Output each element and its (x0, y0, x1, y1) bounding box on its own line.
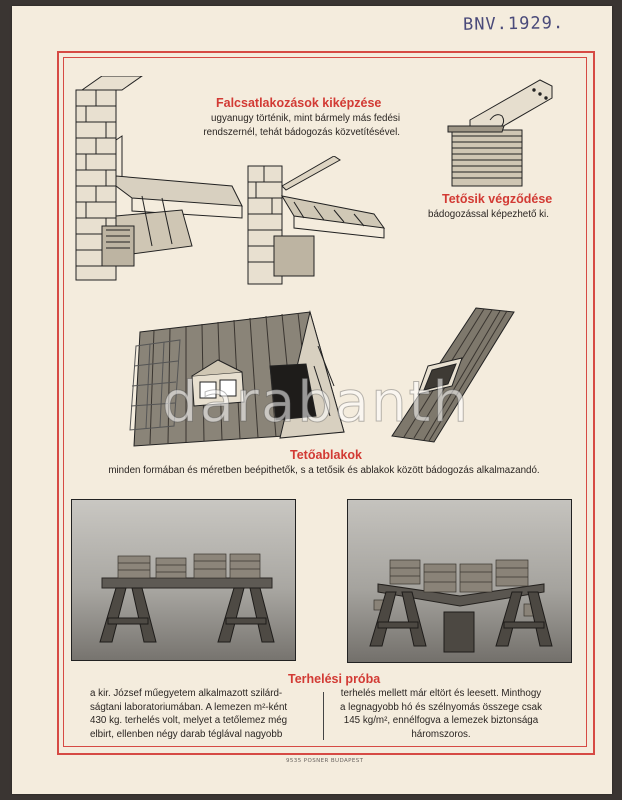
printer-mark: 9535 POSNER BUDAPEST (286, 758, 364, 764)
terhelesi-title: Terhelési próba (288, 672, 381, 686)
load-test-photo-right (347, 499, 572, 663)
roof-edge-illustration (430, 72, 560, 192)
terhelesi-right-line-2: a legnagyobb hó és szélnyomás összege csak (339, 701, 543, 713)
terhelesi-left-line-4: elbirt, ellenben négy darab téglával nagyobb (90, 728, 283, 740)
load-test-scene-right (348, 500, 571, 662)
terhelesi-text-left (90, 687, 316, 741)
falcsatlakozasok-text (200, 112, 400, 139)
handwritten-archive-note: BNV.1929. (462, 13, 565, 35)
load-test-scene-left (72, 500, 295, 660)
tetoablakok-text: minden formában és méretben beépithetők, s a tetősik és ablakok között bádogozás alkalmazandó. (108, 465, 540, 476)
terhelesi-left-line-1: a kir. József műegyetem alkalmazott szilárd- (90, 688, 283, 699)
falcsatlakozasok-title: Falcsatlakozások kiképzése (216, 96, 382, 110)
column-divider (323, 692, 324, 740)
falcsatlakozasok-line-2: rendszernél, tehát bádogozás közvetítésével. (203, 126, 400, 138)
falcsatlakozasok-line-1: ugyanugy történik, mint bármely más fedési (211, 113, 400, 124)
load-test-photo-left (71, 499, 296, 661)
tetoablakok-title: Tetőablakok (290, 448, 363, 462)
document-page (12, 6, 612, 794)
terhelesi-right-line-3: 145 kg/m², ennélfogva a lemezek biztonsága (343, 715, 539, 727)
terhelesi-text-right (328, 687, 554, 741)
tetosik-title: Tetősik végződése (442, 192, 553, 206)
terhelesi-right-line-1: terhelés mellett már eltört és leesett. Minthogy (340, 688, 542, 699)
wall-junction-illustration-2 (244, 156, 394, 286)
watermark: darabanth (162, 370, 471, 435)
tetosik-text: bádogozással képezhető ki. (428, 209, 549, 220)
terhelesi-left-line-2: ságtani laboratoriumában. A lemezen m²-ként (90, 701, 288, 713)
terhelesi-right-line-4: háromszoros. (411, 728, 471, 740)
terhelesi-left-line-3: 430 kg. terhelés volt, melyet a tetőlemez még (90, 715, 288, 727)
